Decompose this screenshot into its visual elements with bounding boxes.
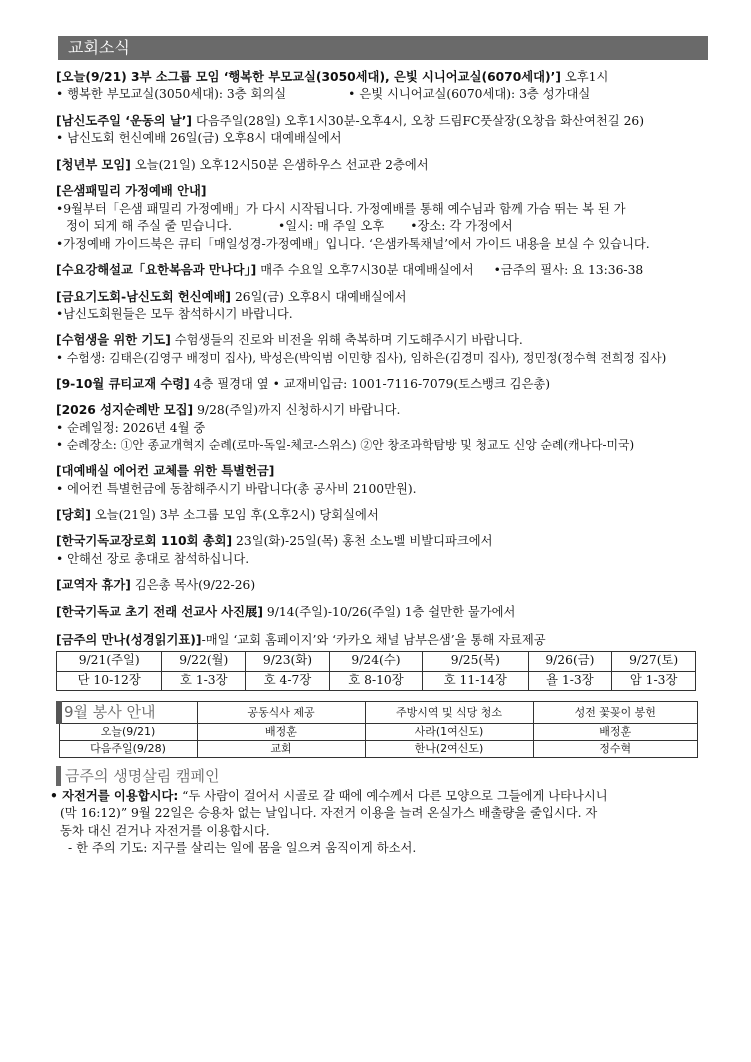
bible-reading-title: [금주의 만나(성경읽기표)] [56,633,202,648]
campaign-title: 금주의 생명살림 캠페인 [56,766,703,786]
news-text: 오늘(21일) 오후12시50분 은샘하우스 선교관 2층에서 [130,157,429,172]
news-bullet: • 수험생: 김태은(김영구 배정미 집사), 박성은(박익범 이민향 집사), 임하은(김경미 집사), 정민정(정수혁 전희정 집사) [56,350,667,365]
news-bullet: •9월부터「은샘 패밀리 가정예배」가 다시 시작됩니다. 가정예배를 통해 예수님과 함께 가슴 뛰는 복 된 가 [56,201,626,216]
news-text: 23일(화)-25일(목) 홍천 소노벨 비발디파크에서 [232,534,493,549]
news-bullet: •일시: 매 주일 오후 [278,219,385,234]
news-text: 26일(금) 오후8시 대예배실에서 [231,289,407,304]
news-item-pilgrimage [56,402,703,454]
reading-chapters: 암 1-3장 [612,671,696,690]
service-cell: 한나(2여신도) [365,740,533,757]
news-item-general-assembly [56,533,703,568]
news-title: [한국기독교장로회 110회 총회] [56,534,233,549]
news-item-youth [56,157,703,174]
news-title: [2026 성지순례반 모집] [56,403,194,418]
news-item-session [56,507,703,524]
news-bullet: • 안해선 장로 총대로 참석하십니다. [56,551,250,566]
news-item-men-sunday [56,113,703,148]
campaign-text: “두 사람이 걸어서 시골로 갈 때에 예수께서 다른 모양으로 그들에게 나타나시니 [178,788,608,803]
news-bullet: •남신도회원들은 모두 참석하시기 바랍니다. [56,306,293,321]
news-text: 오늘(21일) 3부 소그룹 모임 후(오후2시) 당회실에서 [91,507,379,522]
news-text: 9/28(주일)까지 신청하시기 바랍니다. [193,403,401,418]
service-row-label: 오늘(9/21) [59,723,197,740]
reading-day: 9/21(주일) [57,651,162,671]
news-text: 매주 수요일 오후7시30분 대예배실에서 [256,263,474,278]
reading-day: 9/24(수) [329,651,422,671]
news-item-students-prayer [56,332,703,366]
section-header-church-news: 교회소식 [58,36,708,60]
news-item-small-group [56,69,703,104]
reading-chapters: 호 1-3장 [162,671,246,690]
reading-chapters: 단 10-12장 [57,671,162,690]
service-table [56,701,698,758]
bible-reading-text: -매일 ‘교회 홈페이지’와 ‘카카오 채널 남부은샘’을 통해 자료제공 [201,633,546,648]
news-title: [청년부 모임] [56,157,131,172]
reading-chapters: 호 8-10장 [329,671,422,690]
news-item-aircon-offering [56,463,703,498]
news-text: 4층 필경대 옆 • 교재비입금: 1001-7116-7079(토스뱅크 김은총) [189,376,551,391]
campaign-prayer: - 한 주의 기도: 지구를 살리는 일에 몸을 일으켜 움직이게 하소서. [68,841,417,856]
news-text: 오후1시 [560,70,609,84]
reading-chapters: 욜 1-3장 [528,671,612,690]
service-cell: 사라(1여신도) [365,723,533,740]
campaign-text: (막 16:12)” 9월 22일은 승용차 없는 날입니다. 자전거 이용을 늘려 온실가스 배출량을 줄입시다. 자 [60,806,598,821]
news-title: [한국기독교 초기 전래 선교사 사진展] [56,604,263,619]
reading-day: 9/23(화) [246,651,330,671]
bible-reading-section [56,632,703,690]
news-item-photo-exhibition [56,604,703,621]
reading-day: 9/25(목) [423,651,528,671]
news-text: 김은총 목사(9/22-26) [130,578,256,593]
news-title: [대예배실 에어컨 교체를 위한 특별헌금] [56,464,275,479]
campaign-body [50,788,710,858]
news-bullet: • 에어컨 특별헌금에 동참해주시기 바랍니다(총 공사비 2100만원). [56,481,417,496]
news-text: 9/14(주일)-10/26(주일) 1층 쉴만한 물가에서 [262,604,516,619]
news-text: 수험생들의 진로와 비전을 위해 축복하며 기도해주시기 바랍니다. [170,333,523,348]
news-title: [수험생을 위한 기도] [56,333,171,348]
news-item-family-worship [56,183,703,253]
reading-day: 9/26(금) [528,651,612,671]
reading-day: 9/22(월) [162,651,246,671]
news-bullet: • 남신도회 헌신예배 26일(금) 오후8시 대예배실에서 [56,131,342,146]
reading-chapters: 호 4-7장 [246,671,330,690]
news-bullet: •가정예배 가이드북은 큐티「매일성경-가정예배」입니다. ‘은샘카톡채널’에서 가이드 내용을 보실 수 있습니다. [56,236,650,251]
campaign-text: 동차 대신 걷거나 자전거를 이용합시다. [60,823,270,838]
news-text: 다음주일(28일) 오후1시30분-오후4시, 오창 드림FC풋살장(오창읍 화산여천길 26) [192,113,645,128]
news-title: [9-10월 큐티교재 수령] [56,376,190,391]
news-item-friday-prayer [56,289,703,324]
news-bullet: • 은빛 시니어교실(6070세대): 3층 성가대실 [348,87,591,102]
service-col-header: 주방시역 및 식당 청소 [365,701,533,723]
bible-reading-table [56,651,696,691]
news-item-wednesday-sermon [56,262,703,279]
news-title: [남신도주일 ‘운동의 날’] [56,113,193,128]
news-bullet: • 순례장소: ①안 종교개혁지 순례(로마-독일-체코-스위스) ②안 창조과학탐방 및 청교도 신앙 순례(캐나다-미국) [56,438,635,453]
news-title: [수요강해설교「요한복음과 만나다」] [56,263,257,278]
reading-chapters: 호 11-14장 [423,671,528,690]
news-item-pastor-vacation [56,577,703,594]
service-cell: 배정훈 [197,723,365,740]
news-title: [금요기도회-남신도회 헌신예배] [56,289,232,304]
news-bullet: • 순례일정: 2026년 4월 중 [56,420,206,435]
news-text: •금주의 필사: 요 13:36-38 [493,263,644,278]
news-item-qt-material [56,376,703,393]
news-bullet: 정이 되게 해 주실 줄 믿습니다. [66,219,232,234]
news-bullet: • 행복한 부모교실(3050세대): 3층 회의실 [56,87,287,102]
reading-day: 9/27(토) [612,651,696,671]
news-bullet: •장소: 각 가정에서 [410,219,513,234]
service-row-label: 다음주일(9/28) [59,740,197,757]
service-col-header: 공동식사 제공 [197,701,365,723]
news-title: [교역자 휴가] [56,578,131,593]
service-col-header: 성전 꽃꽂이 봉헌 [533,701,698,723]
service-cell: 교회 [197,740,365,757]
service-cell: 배정훈 [533,723,698,740]
campaign-lead: • 자전거를 이용합시다: [50,788,179,803]
service-table-title: 9월 봉사 안내 [59,701,197,723]
service-cell: 정수혁 [533,740,698,757]
news-title: [은샘패밀리 가정예배 안내] [56,184,207,199]
news-title: [오늘(9/21) 3부 소그룹 모임 ‘행복한 부모교실(3050세대), 은빛 시니어교실(6070세대)’] [56,70,561,84]
news-title: [당회] [56,507,91,522]
